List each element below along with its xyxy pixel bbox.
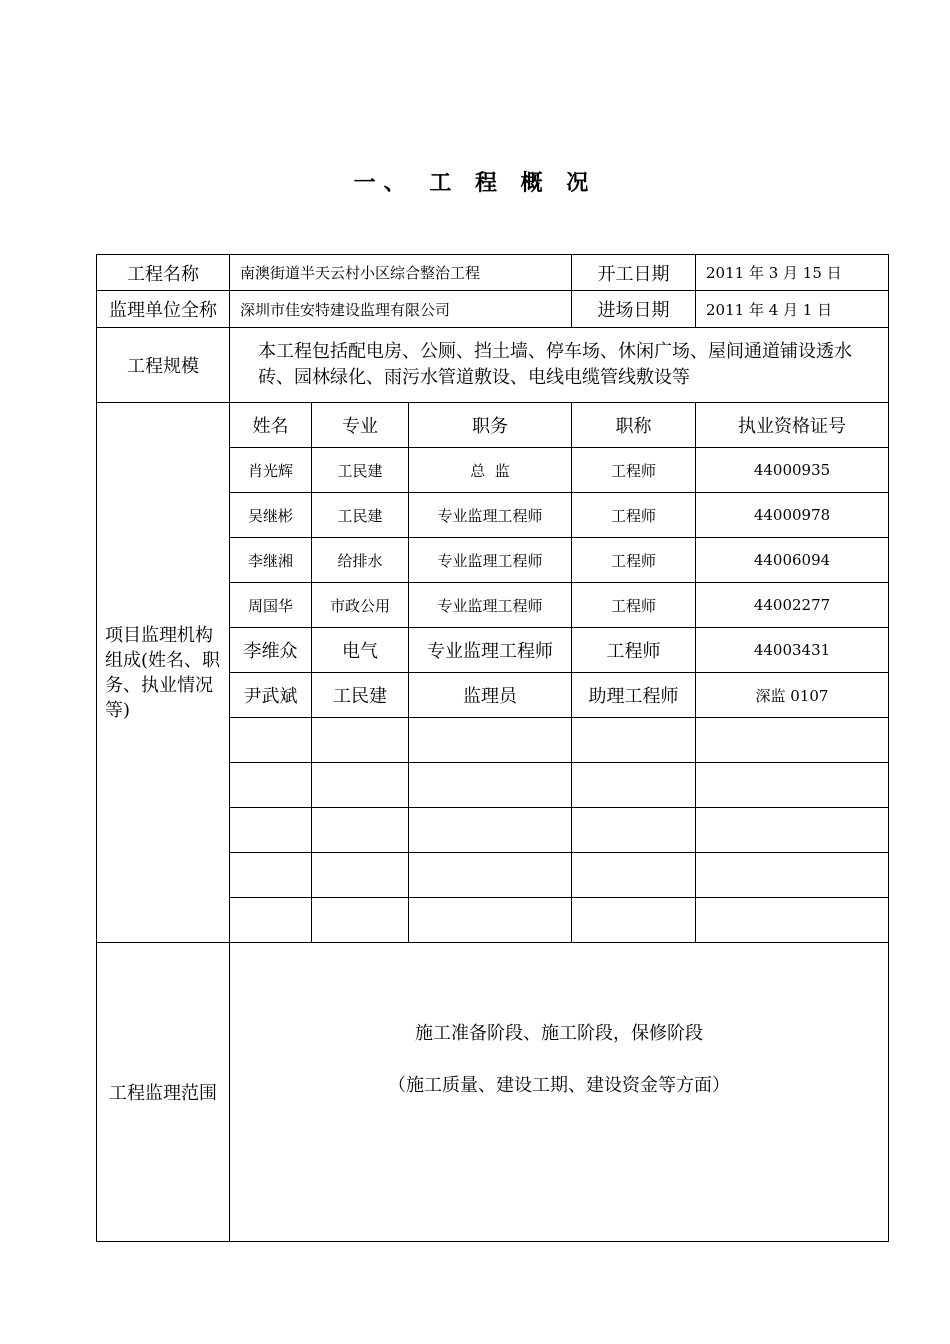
header-name: 姓名 xyxy=(230,403,312,448)
scope-value xyxy=(230,943,889,1242)
empty-cell xyxy=(696,808,889,853)
member-title: 工程师 xyxy=(572,628,696,673)
empty-cell xyxy=(230,763,312,808)
empty-cell xyxy=(312,808,409,853)
scope-row xyxy=(97,943,889,1242)
header-title: 职称 xyxy=(572,403,696,448)
supervisor-row xyxy=(97,291,889,328)
member-title: 工程师 xyxy=(572,583,696,628)
empty-cell xyxy=(696,898,889,943)
member-name: 李维众 xyxy=(230,628,312,673)
member-title: 工程师 xyxy=(572,493,696,538)
empty-cell xyxy=(572,718,696,763)
scale-label: 工程规模 xyxy=(97,328,230,403)
member-name: 尹武斌 xyxy=(230,673,312,718)
empty-cell xyxy=(572,808,696,853)
empty-cell xyxy=(572,853,696,898)
member-position: 总 监 xyxy=(409,448,572,493)
empty-cell xyxy=(409,808,572,853)
org-header-row xyxy=(97,403,889,448)
entry-date-value: 2011 年 4 月 1 日 xyxy=(696,291,889,328)
member-position: 专业监理工程师 xyxy=(409,493,572,538)
member-major: 市政公用 xyxy=(312,583,409,628)
member-name: 周国华 xyxy=(230,583,312,628)
empty-cell xyxy=(409,763,572,808)
empty-cell xyxy=(572,898,696,943)
start-date-value: 2011 年 3 月 15 日 xyxy=(696,255,889,291)
scale-value: 本工程包括配电房、公厕、挡土墙、停车场、休闲广场、屋间通道铺设透水砖、园林绿化、雨污水管道敷设、电线电缆管线敷设等 xyxy=(230,328,889,403)
scope-label: 工程监理范围 xyxy=(97,943,230,1242)
empty-cell xyxy=(409,853,572,898)
project-name-row xyxy=(97,255,889,291)
header-major: 专业 xyxy=(312,403,409,448)
project-overview-table xyxy=(96,254,889,1242)
member-position: 专业监理工程师 xyxy=(409,538,572,583)
member-major: 给排水 xyxy=(312,538,409,583)
empty-cell xyxy=(312,898,409,943)
member-major: 工民建 xyxy=(312,493,409,538)
member-name: 吴继彬 xyxy=(230,493,312,538)
project-name-label: 工程名称 xyxy=(97,255,230,291)
empty-cell xyxy=(230,853,312,898)
member-cert: 44006094 xyxy=(696,538,889,583)
empty-cell xyxy=(230,808,312,853)
supervisor-value: 深圳市佳安特建设监理有限公司 xyxy=(230,291,572,328)
empty-cell xyxy=(312,718,409,763)
empty-cell xyxy=(230,718,312,763)
member-name: 李继湘 xyxy=(230,538,312,583)
member-name: 肖光辉 xyxy=(230,448,312,493)
header-cert: 执业资格证号 xyxy=(696,403,889,448)
empty-cell xyxy=(230,898,312,943)
member-position: 专业监理工程师 xyxy=(409,583,572,628)
header-position: 职务 xyxy=(409,403,572,448)
empty-cell xyxy=(572,763,696,808)
empty-cell xyxy=(409,718,572,763)
member-position: 专业监理工程师 xyxy=(409,628,572,673)
member-major: 电气 xyxy=(312,628,409,673)
member-title: 工程师 xyxy=(572,538,696,583)
empty-cell xyxy=(312,763,409,808)
member-major: 工民建 xyxy=(312,448,409,493)
member-title: 工程师 xyxy=(572,448,696,493)
scale-row xyxy=(97,328,889,403)
entry-date-label: 进场日期 xyxy=(572,291,696,328)
member-position: 监理员 xyxy=(409,673,572,718)
page-title: 一、 工 程 概 况 xyxy=(353,171,597,196)
member-title: 助理工程师 xyxy=(572,673,696,718)
empty-cell xyxy=(696,718,889,763)
member-cert: 深监 0107 xyxy=(696,673,889,718)
member-cert: 44000935 xyxy=(696,448,889,493)
start-date-label: 开工日期 xyxy=(572,255,696,291)
supervisor-label: 监理单位全称 xyxy=(97,291,230,328)
project-name-value: 南澳街道半天云村小区综合整治工程 xyxy=(230,255,572,291)
empty-cell xyxy=(696,763,889,808)
empty-cell xyxy=(696,853,889,898)
org-label: 项目监理机构组成(姓名、职务、执业情况等) xyxy=(97,403,230,943)
member-cert: 44002277 xyxy=(696,583,889,628)
empty-cell xyxy=(409,898,572,943)
empty-cell xyxy=(312,853,409,898)
member-major: 工民建 xyxy=(312,673,409,718)
scope-line-2: （施工质量、建设工期、建设资金等方面） xyxy=(388,1075,730,1096)
member-cert: 44003431 xyxy=(696,628,889,673)
scope-line-1: 施工准备阶段、施工阶段，保修阶段 xyxy=(415,1023,703,1044)
member-cert: 44000978 xyxy=(696,493,889,538)
